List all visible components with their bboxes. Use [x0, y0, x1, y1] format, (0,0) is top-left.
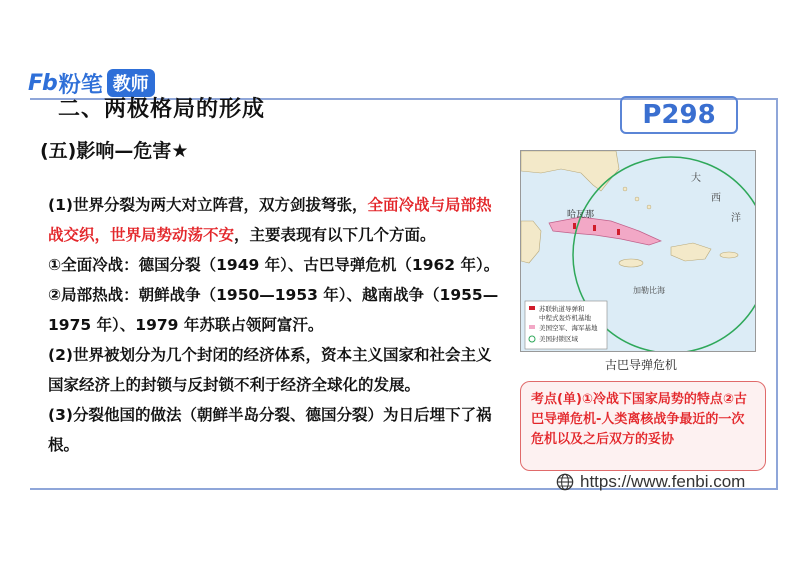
legend-item-2: 中程式轰炸机基地 [539, 314, 591, 322]
logo-tag: 教师 [107, 69, 155, 97]
frame-right-line [776, 98, 778, 490]
map-image [521, 151, 756, 352]
legend-item-4: 美国封锁区域 [539, 335, 578, 343]
section-title: 二、两极格局的形成 [58, 97, 266, 122]
logo-brand: 粉笔 [58, 72, 103, 98]
logo-mark: Fb [28, 70, 57, 96]
havana-label: 哈瓦那 [567, 210, 595, 220]
page-number-badge: P298 [620, 96, 738, 134]
legend-item-3: 美国空军、海军基地 [539, 324, 598, 332]
ocean-label-2: 西 [711, 193, 721, 204]
url-text[interactable]: https://www.fenbi.com [580, 472, 746, 491]
paragraph-5: (3)分裂他国的做法（朝鲜半岛分裂、德国分裂）为日后埋下了祸根。 [48, 406, 492, 454]
body-text [48, 190, 502, 460]
ocean-label-1: 大 [691, 173, 701, 184]
legend-item-1: 苏联轨道导弹和 [539, 305, 585, 313]
ocean-label-3: 洋 [731, 213, 741, 224]
exam-point-note: 考点(单)①冷战下国家局势的特点②古巴导弹危机-人类离核战争最近的一次危机以及之后双方的妥协 [520, 381, 766, 471]
p1-text-b: ，主要表现有以下几个方面。 [234, 226, 436, 244]
globe-icon [556, 473, 574, 491]
paragraph-1 [48, 190, 502, 250]
map-caption: 古巴导弹危机 [605, 358, 678, 372]
paragraph-2: ①全面冷战：德国分裂（1949 年）、古巴导弹危机（1962 年）。 [48, 256, 500, 274]
website-url[interactable] [556, 472, 745, 492]
cuban-missile-crisis-map [520, 150, 756, 352]
paragraph-3: ②局部热战：朝鲜战争（1950—1953 年）、越南战争（1955—1975 年）、1979 年苏联占领阿富汗。 [48, 286, 499, 334]
p1-highlight: 全面冷战与局部热战交织，世界局势动荡不安 [48, 196, 492, 244]
subtitle: (五)影响—危害★ [40, 140, 189, 162]
paragraph-4: (2)世界被划分为几个封闭的经济体系，资本主义国家和社会主义国家经济上的封锁与反封锁不利于经济全球化的发展。 [48, 346, 492, 394]
p1-text-a: (1)世界分裂为两大对立阵营，双方剑拔弩张， [48, 196, 368, 214]
caribbean-label: 加勒比海 [633, 286, 665, 295]
